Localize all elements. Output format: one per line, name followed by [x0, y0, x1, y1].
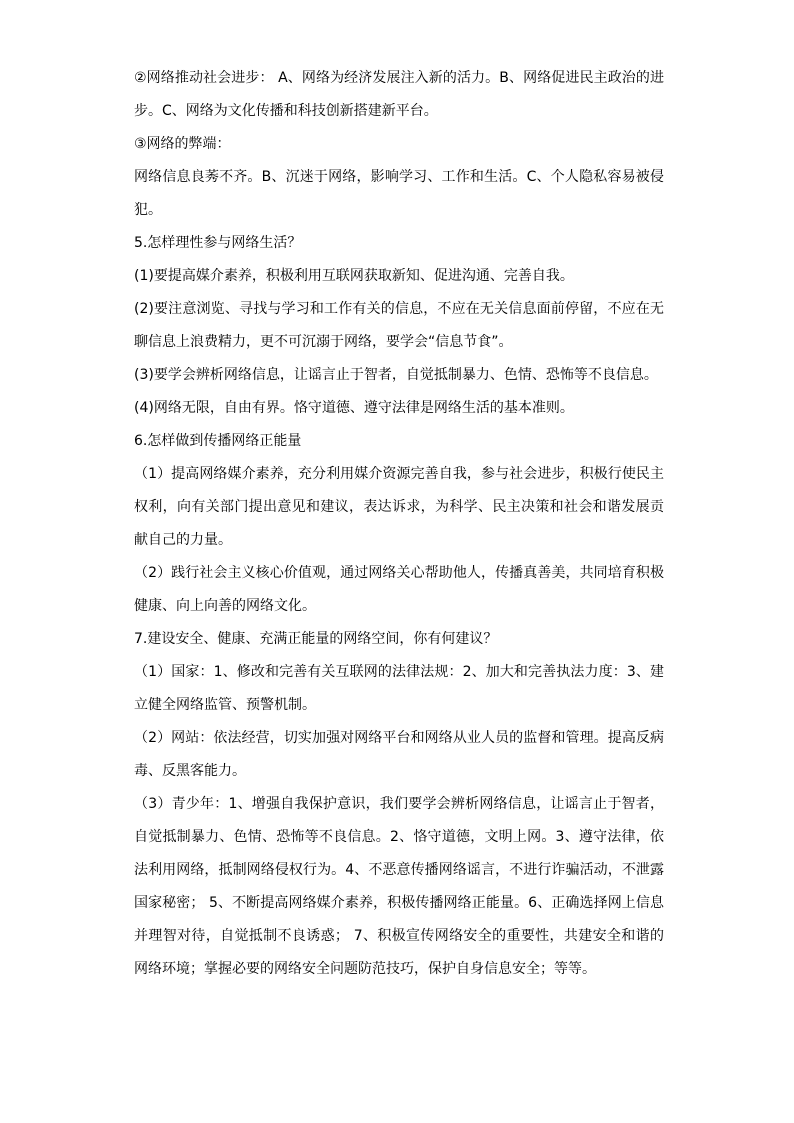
paragraph-network-drawbacks-heading: ③网络的弊端：	[134, 136, 231, 152]
question-6-heading: 6.怎样做到传播网络正能量	[134, 433, 302, 449]
question-6-item-2: （2）践行社会主义核心价值观，通过网络关心帮助他人，传播真善美，共同培育积极健康、向上向善的网络文化。	[134, 565, 664, 614]
question-5-heading: 5.怎样理性参与网络生活？	[134, 235, 302, 251]
question-5-item-1: (1)要提高媒介素养，积极利用互联网获取新知、促进沟通、完善自我。	[134, 268, 574, 284]
question-7-item-2: （2）网站：依法经营，切实加强对网络平台和网络从业人员的监督和管理。提高反病毒、反黑客能力。	[134, 730, 664, 779]
question-7-heading: 7.建设安全、健康、充满正能量的网络空间，你有何建议？	[134, 631, 498, 647]
paragraph-network-drawbacks: 网络信息良莠不齐。B、沉迷于网络，影响学习、工作和生活。C、个人隐私容易被侵犯。	[134, 169, 664, 218]
question-5-item-2: (2)要注意浏览、寻找与学习和工作有关的信息，不应在无关信息面前停留，不应在无聊信息上浪费精力，更不可沉溺于网络，要学会“信息节食”。	[134, 301, 664, 350]
paragraph-network-progress: ②网络推动社会进步： A、网络为经济发展注入新的活力。B、网络促进民主政治的进步。C、网络为文化传播和科技创新搭建新平台。	[134, 70, 664, 119]
question-7-item-3: （3）青少年：1、增强自我保护意识，我们要学会辨析网络信息，让谣言止于智者，自觉抵制暴力、色情、恐怖等不良信息。2、恪守道德，文明上网。3、遵守法律，依法利用网络，抵制网络侵权行为。4、不恶意传播网络谣言，不进行诈骗活动，不泄露国家秘密； 5、不断提高网络媒介素养，积极传播网络正能量。6、正确选择网上信息并理智对待，自觉抵制不良诱惑； 7、积极宣传网络安全的重要性，共建安全和谐的网络环境；掌握必要的网络安全问题防范技巧，保护自身信息安全；等等。	[134, 796, 664, 977]
question-5-item-4: (4)网络无限，自由有界。恪守道德、遵守法律是网络生活的基本准则。	[134, 400, 574, 416]
document-body	[134, 62, 664, 986]
question-6-item-1: （1）提高网络媒介素养，充分利用媒介资源完善自我，参与社会进步，积极行使民主权利，向有关部门提出意见和建议，表达诉求，为科学、民主决策和社会和谐发展贡献自己的力量。	[134, 466, 664, 548]
question-5-item-3: (3)要学会辨析网络信息，让谣言止于智者，自觉抵制暴力、色情、恐怖等不良信息。	[134, 367, 658, 383]
question-7-item-1: （1）国家：1、修改和完善有关互联网的法律法规：2、加大和完善执法力度：3、建立健全网络监管、预警机制。	[134, 664, 664, 713]
